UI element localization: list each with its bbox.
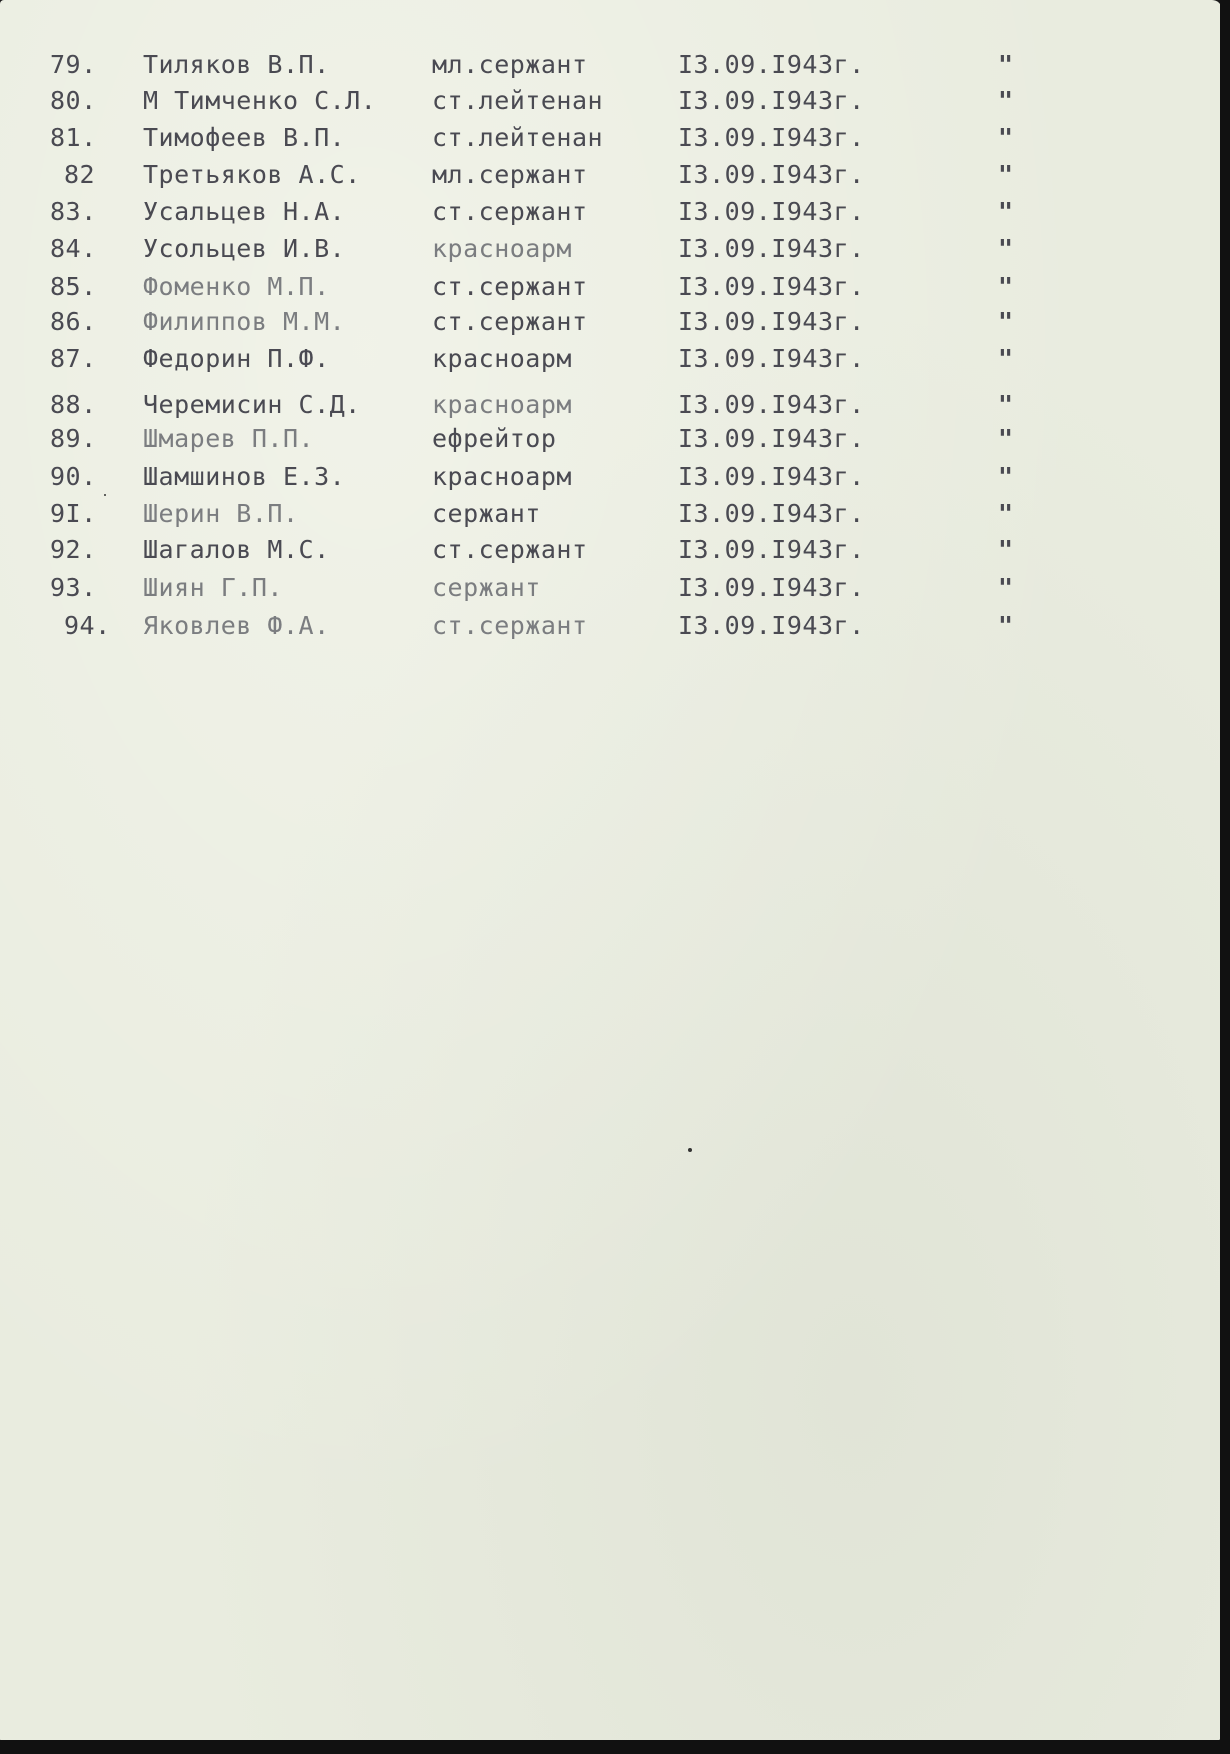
paper-speck (104, 494, 106, 496)
date: I3.09.I943г. (678, 123, 865, 152)
row-number: 79. (50, 50, 97, 79)
ditto-mark: " (998, 307, 1014, 336)
military-rank: ст.лейтенан (432, 86, 604, 115)
table-row (0, 573, 1222, 607)
person-name: Тимофеев В.П. (143, 123, 346, 152)
military-rank: красноарм (432, 390, 572, 419)
military-rank: ст.сержант (432, 197, 588, 226)
row-number: 89. (50, 424, 97, 453)
row-number: 86. (50, 307, 97, 336)
military-rank: ст.сержант (432, 535, 588, 564)
date: I3.09.I943г. (678, 462, 865, 491)
military-rank: ефрейтор (432, 424, 557, 453)
military-rank: ст.сержант (432, 307, 588, 336)
row-number: 81. (50, 123, 97, 152)
ditto-mark: " (998, 611, 1014, 640)
row-number: 94. (64, 611, 111, 640)
paper-speck (688, 1148, 692, 1152)
person-name: Федорин П.Ф. (143, 344, 330, 373)
military-rank: красноарм (432, 234, 572, 263)
table-row (0, 234, 1222, 268)
date: I3.09.I943г. (678, 234, 865, 263)
military-rank: красноарм (432, 344, 572, 373)
table-row (0, 86, 1222, 120)
row-number: 84. (50, 234, 97, 263)
scan-edge-right (1220, 0, 1230, 1754)
military-rank: сержант (432, 573, 541, 602)
person-name: Филиппов М.М. (143, 307, 346, 336)
ditto-mark: " (998, 390, 1014, 419)
date: I3.09.I943г. (678, 344, 865, 373)
ditto-mark: " (998, 573, 1014, 602)
person-name: Шерин В.П. (143, 499, 299, 528)
person-name: Шиян Г.П. (143, 573, 283, 602)
table-row (0, 390, 1222, 424)
date: I3.09.I943г. (678, 160, 865, 189)
person-name: М Тимченко С.Л. (143, 86, 377, 115)
row-number: 82 (64, 160, 96, 189)
table-row (0, 272, 1222, 306)
table-row (0, 535, 1222, 569)
row-number: 85. (50, 272, 97, 301)
date: I3.09.I943г. (678, 573, 865, 602)
ditto-mark: " (998, 272, 1014, 301)
row-number: 80. (50, 86, 97, 115)
row-number: 93. (50, 573, 97, 602)
person-name: Шамшинов Е.З. (143, 462, 346, 491)
ditto-mark: " (998, 197, 1014, 226)
ditto-mark: " (998, 86, 1014, 115)
person-name: Тиляков В.П. (143, 50, 330, 79)
table-row (0, 123, 1222, 157)
ditto-mark: " (998, 234, 1014, 263)
row-number: 9I. (50, 499, 97, 528)
ditto-mark: " (998, 160, 1014, 189)
table-row (0, 160, 1222, 194)
date: I3.09.I943г. (678, 307, 865, 336)
row-number: 83. (50, 197, 97, 226)
military-rank: ст.лейтенан (432, 123, 604, 152)
military-rank: ст.сержант (432, 272, 588, 301)
person-name: Третьяков А.С. (143, 160, 361, 189)
date: I3.09.I943г. (678, 499, 865, 528)
ditto-mark: " (998, 50, 1014, 79)
date: I3.09.I943г. (678, 197, 865, 226)
military-rank: мл.сержант (432, 50, 588, 79)
scan-edge-bottom (0, 1740, 1230, 1754)
person-name: Фоменко М.П. (143, 272, 330, 301)
date: I3.09.I943г. (678, 50, 865, 79)
military-rank: мл.сержант (432, 160, 588, 189)
person-name: Шмарев П.П. (143, 424, 315, 453)
table-row (0, 462, 1222, 496)
row-number: 92. (50, 535, 97, 564)
ditto-mark: " (998, 499, 1014, 528)
date: I3.09.I943г. (678, 86, 865, 115)
person-name: Усальцев Н.А. (143, 197, 346, 226)
date: I3.09.I943г. (678, 390, 865, 419)
date: I3.09.I943г. (678, 611, 865, 640)
person-name: Шагалов М.С. (143, 535, 330, 564)
military-rank: сержант (432, 499, 541, 528)
ditto-mark: " (998, 123, 1014, 152)
person-name: Яковлев Ф.А. (143, 611, 330, 640)
person-name: Черемисин С.Д. (143, 390, 361, 419)
military-rank: ст.сержант (432, 611, 588, 640)
table-row (0, 50, 1222, 84)
table-row (0, 611, 1222, 645)
military-rank: красноарм (432, 462, 572, 491)
row-number: 88. (50, 390, 97, 419)
ditto-mark: " (998, 344, 1014, 373)
row-number: 87. (50, 344, 97, 373)
date: I3.09.I943г. (678, 272, 865, 301)
table-row (0, 197, 1222, 231)
table-row (0, 344, 1222, 378)
table-row (0, 499, 1222, 533)
row-number: 90. (50, 462, 97, 491)
ditto-mark: " (998, 424, 1014, 453)
person-name: Усольцев И.В. (143, 234, 346, 263)
ditto-mark: " (998, 535, 1014, 564)
date: I3.09.I943г. (678, 535, 865, 564)
date: I3.09.I943г. (678, 424, 865, 453)
table-row (0, 307, 1222, 341)
table-row (0, 424, 1222, 458)
ditto-mark: " (998, 462, 1014, 491)
